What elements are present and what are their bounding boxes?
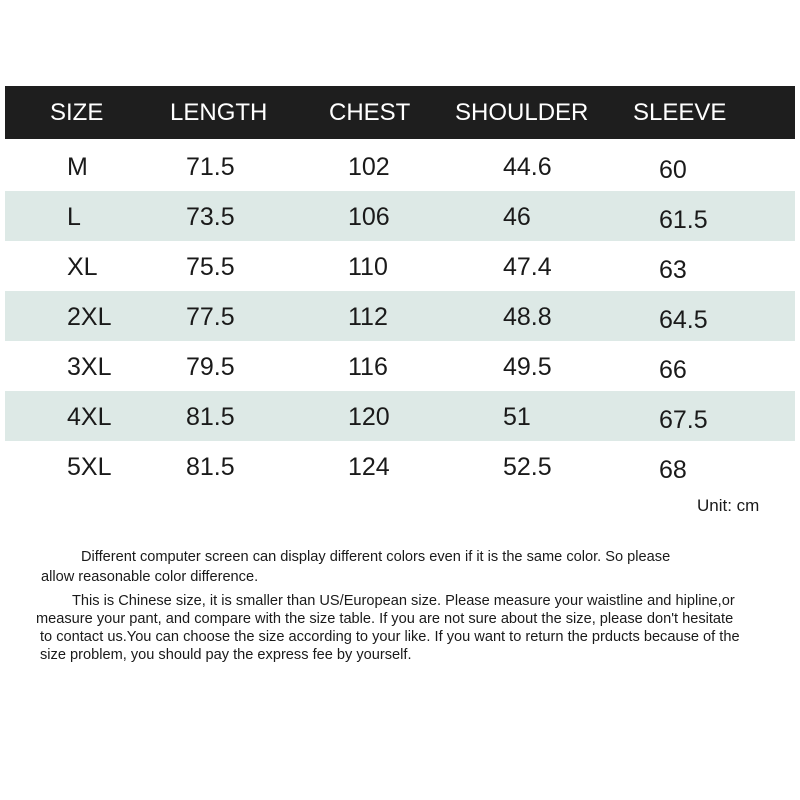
cell-sleeve: 67.5: [659, 406, 708, 434]
cell-size: 4XL: [67, 403, 112, 431]
cell-chest: 124: [348, 453, 390, 481]
header-size: SIZE: [50, 99, 104, 126]
size-note-line-3: to contact us.You can choose the size according to your like. If you want to return the prducts because of the: [40, 629, 740, 645]
cell-size: L: [67, 203, 81, 231]
header-length: LENGTH: [170, 99, 268, 126]
cell-shoulder: 48.8: [503, 303, 552, 331]
table-row: [5, 291, 795, 341]
size-note-line-4: size problem, you should pay the express fee by yourself.: [40, 647, 412, 663]
cell-size: 3XL: [67, 353, 112, 381]
cell-shoulder: 51: [503, 403, 531, 431]
table-row: [5, 341, 795, 391]
cell-chest: 106: [348, 203, 390, 231]
cell-size: 5XL: [67, 453, 112, 481]
cell-sleeve: 64.5: [659, 306, 708, 334]
cell-sleeve: 61.5: [659, 206, 708, 234]
cell-shoulder: 44.6: [503, 153, 552, 181]
cell-size: XL: [67, 253, 98, 281]
cell-chest: 110: [348, 253, 388, 281]
size-table: [5, 86, 795, 491]
cell-chest: 112: [348, 303, 388, 331]
cell-length: 73.5: [186, 203, 235, 231]
cell-length: 81.5: [186, 403, 235, 431]
cell-sleeve: 60: [659, 156, 687, 184]
cell-length: 75.5: [186, 253, 235, 281]
header-shoulder: SHOULDER: [455, 99, 589, 126]
cell-shoulder: 46: [503, 203, 531, 231]
table-header: [5, 86, 795, 139]
cell-chest: 120: [348, 403, 390, 431]
size-note-line-2: measure your pant, and compare with the size table. If you are not sure about the size, please don't hesitate: [36, 611, 734, 627]
cell-length: 81.5: [186, 453, 235, 481]
size-note-line-1: This is Chinese size, it is smaller than US/European size. Please measure your waistline and hipline,or: [72, 593, 735, 609]
cell-length: 77.5: [186, 303, 235, 331]
cell-shoulder: 49.5: [503, 353, 552, 381]
cell-length: 71.5: [186, 153, 235, 181]
color-note-line-1: Different computer screen can display different colors even if it is the same color. So please: [81, 549, 671, 565]
cell-sleeve: 66: [659, 356, 687, 384]
cell-size: M: [67, 153, 88, 181]
table-row: [5, 441, 795, 491]
cell-sleeve: 68: [659, 456, 687, 484]
cell-size: 2XL: [67, 303, 112, 331]
header-sleeve: SLEEVE: [633, 99, 727, 126]
cell-chest: 116: [348, 353, 388, 381]
table-row: [5, 391, 795, 441]
header-chest: CHEST: [329, 99, 411, 126]
cell-shoulder: 52.5: [503, 453, 552, 481]
cell-length: 79.5: [186, 353, 235, 381]
table-body: [5, 139, 795, 491]
table-row: [5, 141, 795, 191]
table-row: [5, 191, 795, 241]
table-row: [5, 241, 795, 291]
unit-label: Unit: cm: [697, 496, 760, 515]
color-note-line-2: allow reasonable color difference.: [41, 569, 259, 585]
cell-sleeve: 63: [659, 256, 687, 284]
cell-chest: 102: [348, 153, 390, 181]
cell-shoulder: 47.4: [503, 253, 552, 281]
